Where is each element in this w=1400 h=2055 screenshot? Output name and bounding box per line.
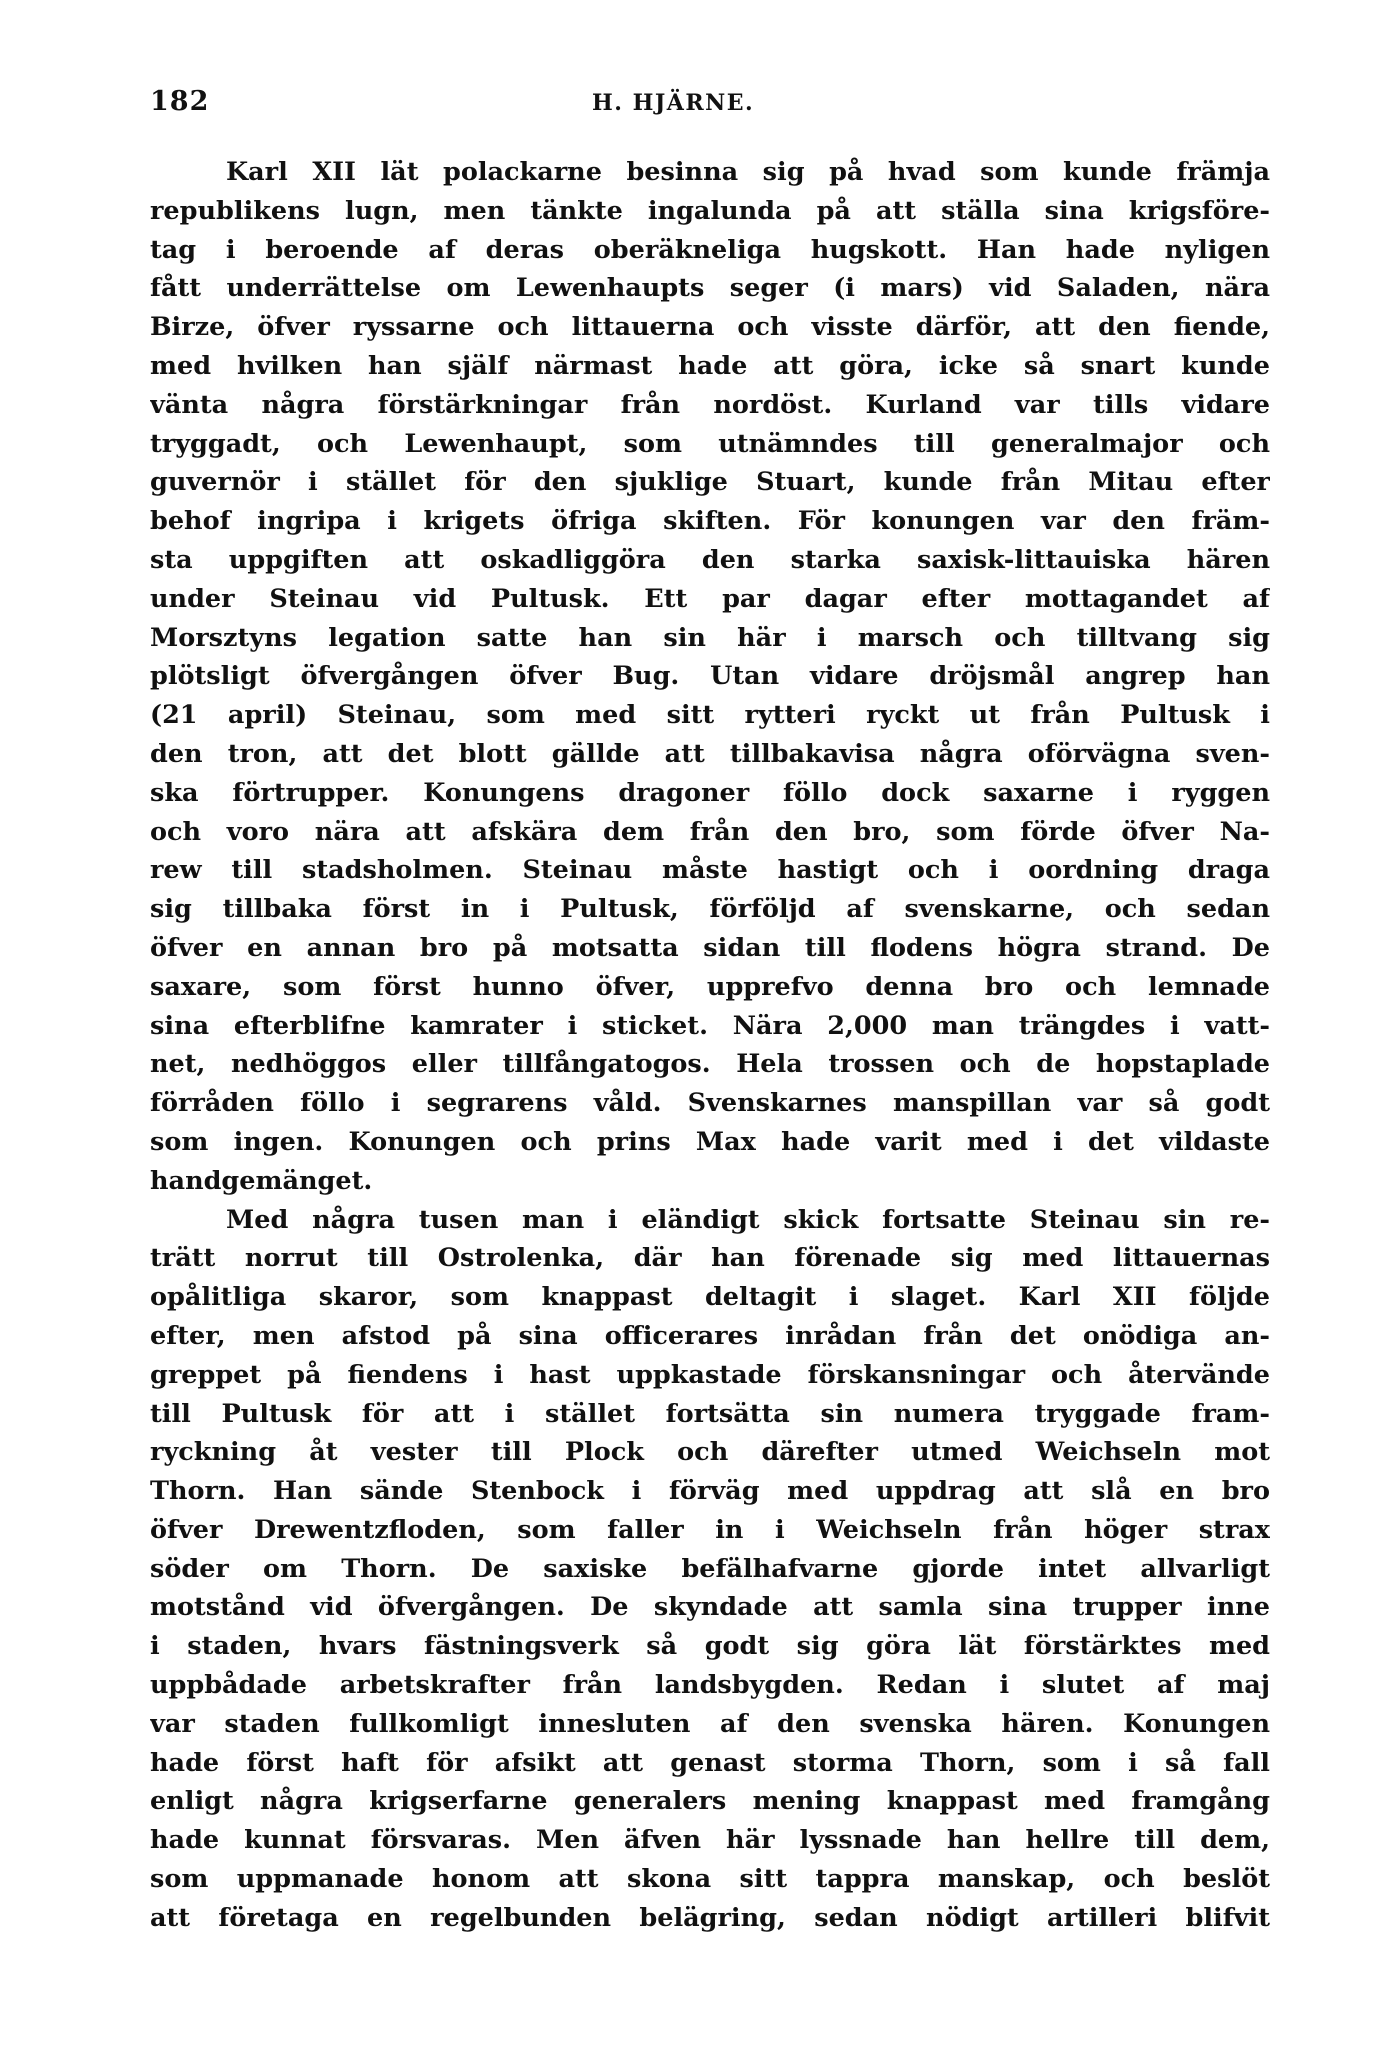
text-line: guvernör i stället för den sjuklige Stuart, kunde från Mitau efter	[150, 467, 1270, 498]
text-line: handgemänget.	[150, 1165, 373, 1196]
text-line: behof ingripa i krigets öfriga skiften. För konungen var den främ-	[150, 506, 1270, 537]
text-line: opålitliga skaror, som knappast deltagit i slaget. Karl XII följde	[150, 1282, 1270, 1313]
running-head: H. HJÄRNE.	[592, 90, 755, 116]
text-line: greppet på fiendens i hast uppkastade förskansningar och återvände	[150, 1359, 1270, 1390]
text-line: trätt norrut till Ostrolenka, där han förenade sig med littauernas	[150, 1243, 1270, 1274]
text-line: uppbådade arbetskrafter från landsbygden. Redan i slutet af maj	[150, 1670, 1270, 1701]
text-line: net, nedhöggos eller tillfångatogos. Hela trossen och de hopstaplade	[150, 1049, 1270, 1080]
text-line: Karl XII lät polackarne besinna sig på hvad som kunde främja	[226, 157, 1270, 187]
text-line: och voro nära att afskära dem från den bro, som förde öfver Na-	[150, 816, 1270, 847]
text-line: sta uppgiften att oskadliggöra den starka saxisk-littauiska hären	[150, 544, 1270, 575]
text-line: Med några tusen man i eländigt skick fortsatte Steinau sin re-	[226, 1204, 1270, 1235]
text-line: rew till stadsholmen. Steinau måste hastigt och i oordning draga	[150, 855, 1270, 886]
text-line: under Steinau vid Pultusk. Ett par dagar efter mottagandet af	[150, 583, 1270, 614]
text-line: som uppmanade honom att skona sitt tappra manskap, och beslöt	[150, 1864, 1270, 1895]
page-header	[150, 86, 1270, 126]
text-line: till Pultusk för att i stället fortsätta sin numera tryggade fram-	[150, 1398, 1270, 1429]
text-line: sina efterblifne kamrater i sticket. Nära 2,000 man trängdes i vatt-	[150, 1010, 1270, 1041]
text-line: republikens lugn, men tänkte ingalunda på att ställa sina krigsföre-	[150, 195, 1270, 226]
text-line: söder om Thorn. De saxiske befälhafvarne gjorde intet allvarligt	[150, 1553, 1270, 1584]
text-line: tag i beroende af deras oberäkneliga hugskott. Han hade nyligen	[150, 234, 1270, 265]
text-line: hade först haft för afsikt att genast storma Thorn, som i så fall	[150, 1747, 1270, 1778]
text-line: Thorn. Han sände Stenbock i förväg med uppdrag att slå en bro	[150, 1476, 1270, 1507]
text-line: sig tillbaka först in i Pultusk, förföljd af svenskarne, och sedan	[150, 894, 1270, 925]
text-line: var staden fullkomligt innesluten af den svenska hären. Konungen	[150, 1708, 1270, 1739]
text-line: som ingen. Konungen och prins Max hade varit med i det vildaste	[150, 1126, 1270, 1157]
text-line: Morsztyns legation satte han sin här i marsch och tilltvang sig	[150, 622, 1270, 653]
text-line: saxare, som först hunno öfver, upprefvo denna bro och lemnade	[150, 971, 1270, 1002]
text-line: efter, men afstod på sina officerares inrådan från det onödiga an-	[150, 1320, 1270, 1351]
text-line: ryckning åt vester till Plock och därefter utmed Weichseln mot	[150, 1437, 1270, 1468]
text-line: plötsligt öfvergången öfver Bug. Utan vidare dröjsmål angrep han	[150, 661, 1270, 692]
body-text	[150, 153, 1270, 1938]
text-line: tryggadt, och Lewenhaupt, som utnämndes till generalmajor och	[150, 428, 1270, 459]
text-line: att företaga en regelbunden belägring, sedan nödigt artilleri blifvit	[150, 1902, 1270, 1933]
text-line: den tron, att det blott gällde att tillbakavisa några oförvägna sven-	[150, 738, 1270, 769]
text-line: öfver Drewentzfloden, som faller in i Weichseln från höger strax	[150, 1514, 1270, 1545]
text-line: (21 april) Steinau, som med sitt rytteri ryckt ut från Pultusk i	[150, 700, 1270, 731]
text-line: hade kunnat försvaras. Men äfven här lyssnade han hellre till dem,	[150, 1825, 1270, 1856]
text-line: öfver en annan bro på motsatta sidan till flodens högra strand. De	[150, 932, 1270, 963]
text-line: förråden föllo i segrarens våld. Svenskarnes manspillan var så godt	[150, 1088, 1270, 1119]
text-line: fått underrättelse om Lewenhaupts seger (i mars) vid Saladen, nära	[150, 273, 1270, 304]
text-line: Birze, öfver ryssarne och littauerna och visste därför, att den fiende,	[150, 312, 1270, 343]
text-line: ska förtrupper. Konungens dragoner föllo dock saxarne i ryggen	[150, 777, 1270, 808]
text-line: enligt några krigserfarne generalers mening knappast med framgång	[150, 1786, 1270, 1817]
text-line: i staden, hvars fästningsverk så godt sig göra lät förstärktes med	[150, 1631, 1270, 1662]
text-line: vänta några förstärkningar från nordöst. Kurland var tills vidare	[150, 389, 1270, 420]
text-line: med hvilken han själf närmast hade att göra, icke så snart kunde	[150, 350, 1270, 381]
text-line: motstånd vid öfvergången. De skyndade att samla sina trupper inne	[150, 1592, 1270, 1623]
page-number: 182	[150, 86, 210, 117]
